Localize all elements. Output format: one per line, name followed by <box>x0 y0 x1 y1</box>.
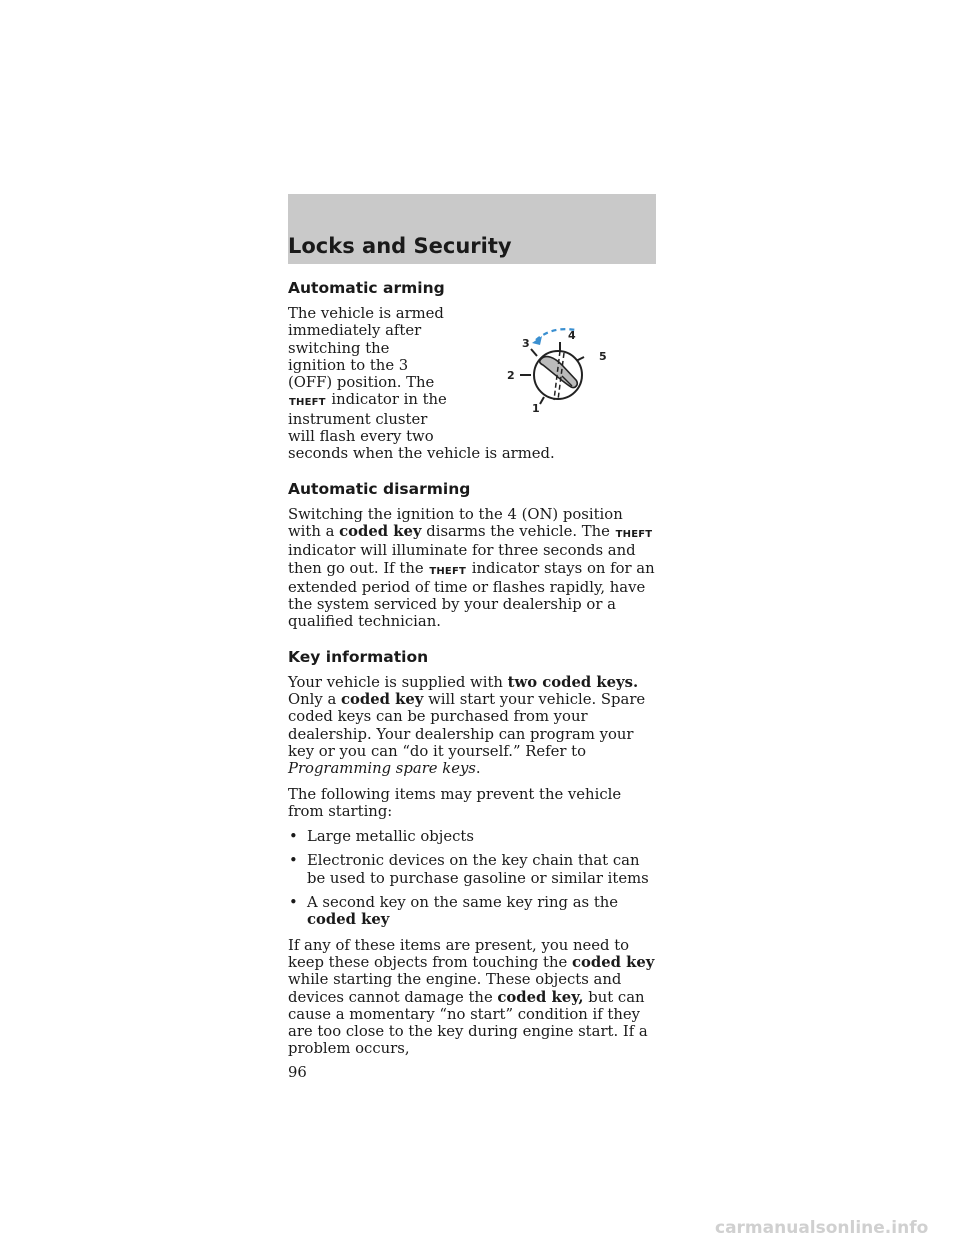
automatic-arming-heading: Automatic arming <box>288 279 445 297</box>
theft-indicator-label: THEFT <box>289 397 326 409</box>
prevent-starting-list <box>288 828 658 928</box>
list-item <box>288 894 658 929</box>
page-number: 96 <box>288 1064 307 1081</box>
automatic-arming-text <box>288 305 448 445</box>
automatic-disarming-heading: Automatic disarming <box>288 479 471 498</box>
key-information-section <box>288 645 658 1058</box>
theft-indicator-label: THEFT <box>615 528 653 540</box>
arming-text-2: indicator in the instrument cluster will flash every two <box>288 391 447 446</box>
automatic-arming-section <box>288 276 658 463</box>
tick-3 <box>531 349 537 356</box>
position-label-3: 3 <box>522 337 530 350</box>
bullet: • <box>289 828 298 846</box>
disarm-text-3: indicator will illuminate for three seconds and then go out. If the <box>288 542 636 577</box>
list-item-text: Large metallic objects <box>307 828 474 846</box>
list-item-text: A second key on the same key ring as the <box>307 894 619 912</box>
section-title: Locks and Security <box>288 234 512 258</box>
list-item <box>288 828 658 845</box>
coded-key-term: coded key <box>571 953 655 971</box>
coded-key-term: coded key <box>341 691 424 709</box>
page-content <box>288 276 658 1072</box>
key-info-text: while starting the engine. These objects and devices cannot damage the <box>288 971 622 1006</box>
key-info-paragraph-2: The following items may prevent the vehicle from starting: <box>288 785 622 820</box>
key-information-heading: Key information <box>288 647 429 666</box>
automatic-disarming-section <box>288 477 658 631</box>
automatic-disarming-text <box>288 506 658 631</box>
list-item <box>288 852 658 887</box>
arrow-head <box>532 336 542 345</box>
two-coded-keys-term: two coded keys. <box>507 673 639 691</box>
position-label-5: 5 <box>599 350 607 363</box>
ignition-switch-diagram <box>496 312 620 427</box>
key-info-text: . <box>475 760 481 778</box>
key-info-text: will start your vehicle. Spare coded keys can be purchased from your dealership. Your dealership can program your key or you can “do it yourself.” Refer to <box>288 691 646 760</box>
position-label-2: 2 <box>507 369 515 382</box>
tick-1 <box>540 397 544 404</box>
arming-text-3: seconds when the vehicle is armed. <box>288 445 555 463</box>
coded-key-term: coded key, <box>497 988 584 1006</box>
arming-text-1: The vehicle is armed immediately after switching the ignition to the 3 (OFF) position. The <box>288 305 444 392</box>
key-info-text: If any of these items are present, you need to keep these objects from touching the <box>288 936 630 971</box>
bullet: • <box>289 894 298 912</box>
position-label-1: 1 <box>532 402 540 415</box>
bullet: • <box>289 852 298 870</box>
theft-indicator-label: THEFT <box>429 565 467 577</box>
key-info-paragraph-3 <box>288 937 658 1058</box>
disarm-text-2: disarms the vehicle. The <box>426 522 610 540</box>
key-info-paragraph-1 <box>288 674 658 778</box>
coded-key-term: coded key <box>339 522 422 540</box>
coded-key-term: coded key <box>307 911 390 929</box>
disarm-text-1: Switching the ignition to the 4 (ON) position with a <box>288 505 623 540</box>
list-item-text: Electronic devices on the key chain that can be used to purchase gasoline or similar items <box>307 852 649 887</box>
disarm-text-4: indicator stays on for an extended period of time or flashes rapidly, have the system serviced by your dealership or a qualified technician. <box>288 559 655 631</box>
programming-spare-keys-reference: Programming spare keys <box>288 760 476 778</box>
key-info-text: Your vehicle is supplied with <box>288 673 503 691</box>
key-info-text: Only a <box>288 691 337 709</box>
position-label-4: 4 <box>568 329 576 342</box>
key-info-text: but can cause a momentary “no start” condition if they are too close to the key during engine start. If a problem occurs, <box>288 988 648 1058</box>
watermark-logo: carmanualsonline.info <box>715 1218 929 1238</box>
